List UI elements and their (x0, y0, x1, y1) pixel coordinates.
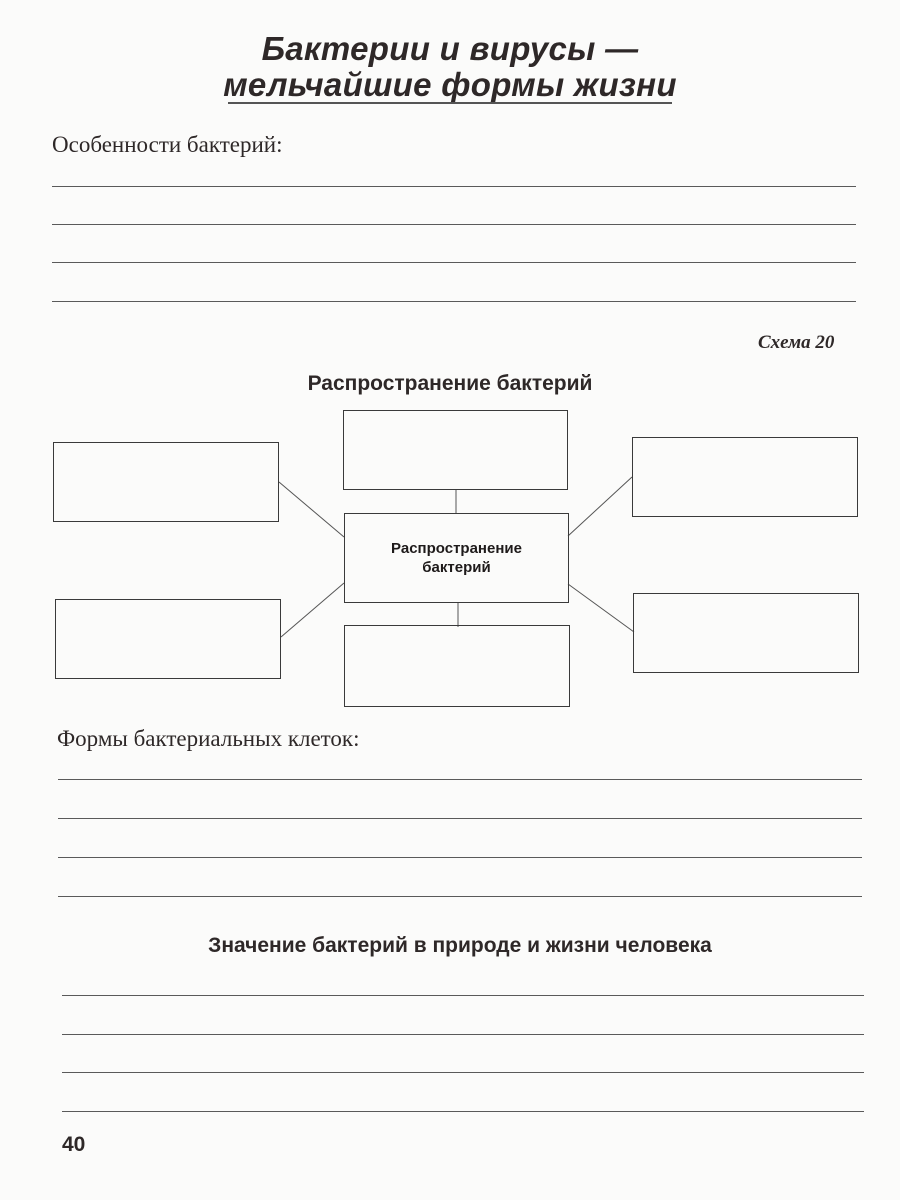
answer-line[interactable] (58, 818, 862, 819)
diagram-center-box (344, 513, 569, 603)
answer-line[interactable] (62, 995, 864, 996)
schema-reference: Схема 20 (758, 332, 835, 353)
answer-line[interactable] (58, 779, 862, 780)
answer-line[interactable] (58, 857, 862, 858)
features-label: Особенности бактерий: (52, 132, 283, 157)
answer-line[interactable] (62, 1072, 864, 1073)
page-title-line-1: Бактерии и вирусы — (261, 30, 639, 67)
center-box-line-2: бактерий (422, 559, 491, 576)
diagram-box-right-top[interactable] (632, 437, 858, 517)
cell-forms-label: Формы бактериальных клеток: (57, 726, 360, 751)
answer-line[interactable] (58, 896, 862, 897)
answer-line[interactable] (62, 1034, 864, 1035)
diagram-box-left-bottom[interactable] (55, 599, 281, 679)
diagram-box-right-bottom[interactable] (633, 593, 859, 673)
diagram-box-top[interactable] (343, 410, 568, 490)
diagram-box-bottom[interactable] (344, 625, 570, 707)
diagram-box-left-top[interactable] (53, 442, 279, 522)
schema-heading: Распространение бактерий (307, 372, 593, 395)
answer-line[interactable] (62, 1111, 864, 1112)
center-box-line-1: Распространение (391, 540, 522, 557)
importance-heading: Значение бактерий в природе и жизни человека (208, 934, 712, 957)
page-number: 40 (62, 1133, 86, 1156)
page-title-line-2: мельчайшие формы жизни (223, 66, 677, 103)
